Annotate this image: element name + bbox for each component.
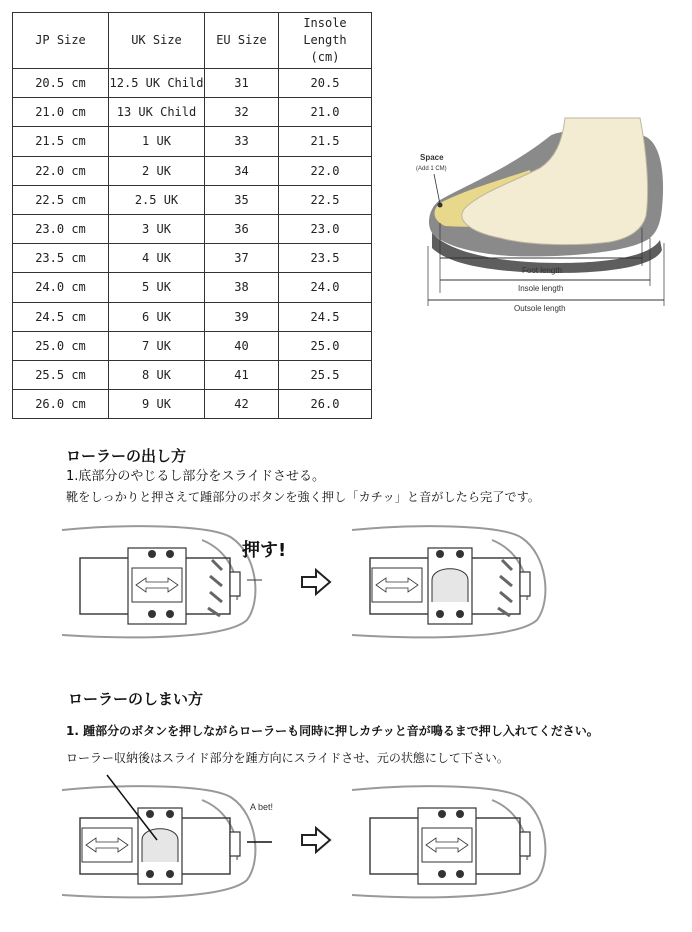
insole-length-cell: 24.5 (279, 302, 372, 331)
uk-size-cell: 12.5 UK Child (109, 69, 205, 98)
uk-size-cell: 13 UK Child (109, 98, 205, 127)
eu-size-cell: 40 (205, 331, 279, 360)
right-arrow-icon (300, 826, 332, 854)
size-table-header-row (13, 13, 372, 69)
size-table-row (13, 244, 372, 273)
jp-size-cell: 25.0 cm (13, 331, 109, 360)
jp-size-cell: 22.0 cm (13, 156, 109, 185)
insole-length-cell: 20.5 (279, 69, 372, 98)
size-table-row (13, 273, 372, 302)
uk-size-cell: 6 UK (109, 302, 205, 331)
uk-size-cell: 7 UK (109, 331, 205, 360)
header-uk-size: UK Size (109, 13, 205, 69)
eu-size-cell: 42 (205, 390, 279, 419)
size-table-row (13, 302, 372, 331)
insole-length-cell: 25.0 (279, 331, 372, 360)
shoe-heel-after-illustration (352, 520, 572, 645)
header-eu-size: EU Size (205, 13, 279, 69)
shoe-heel-store-illustration (62, 770, 282, 905)
header-jp-size: JP Size (13, 13, 109, 69)
eu-size-cell: 38 (205, 273, 279, 302)
insole-length-cell: 22.5 (279, 185, 372, 214)
size-table-row (13, 69, 372, 98)
uk-size-cell: 5 UK (109, 273, 205, 302)
eu-size-cell: 41 (205, 360, 279, 389)
foot-measurement-diagram (410, 108, 680, 323)
uk-size-cell: 9 UK (109, 390, 205, 419)
uk-size-cell: 2 UK (109, 156, 205, 185)
jp-size-cell: 23.5 cm (13, 244, 109, 273)
size-table-row (13, 156, 372, 185)
size-table-row (13, 98, 372, 127)
right-arrow-icon (300, 568, 332, 596)
jp-size-cell: 21.5 cm (13, 127, 109, 156)
jp-size-cell: 23.0 cm (13, 214, 109, 243)
space-pointer-line (434, 174, 440, 204)
uk-size-cell: 3 UK (109, 214, 205, 243)
insole-length-cell: 24.0 (279, 273, 372, 302)
push-label: 押す! (242, 540, 287, 561)
jp-size-cell: 26.0 cm (13, 390, 109, 419)
foot-length-label: Foot length (522, 266, 563, 275)
size-table-row (13, 360, 372, 389)
size-table-row (13, 331, 372, 360)
jp-size-cell: 20.5 cm (13, 69, 109, 98)
store-step-1: 1. 踵部分のボタンを押しながらローラーも同時に押しカチッと音が鳴るまで押し入れてください。 (66, 724, 599, 738)
eu-size-cell: 33 (205, 127, 279, 156)
insole-length-cell: 23.0 (279, 214, 372, 243)
callout-label: A bet! (250, 802, 274, 812)
space-label: Space (420, 153, 444, 162)
eu-size-cell: 35 (205, 185, 279, 214)
size-table-body (13, 69, 372, 419)
uk-size-cell: 8 UK (109, 360, 205, 389)
remove-step-2: 靴をしっかりと押さえて踵部分のボタンを強く押し「カチッ」と音がしたら完了です。 (66, 490, 540, 504)
space-note: (Add 1 CM) (416, 166, 447, 172)
eu-size-cell: 32 (205, 98, 279, 127)
size-table-row (13, 390, 372, 419)
header-insole-length: Insole Length (cm) (279, 13, 372, 69)
size-table-row (13, 185, 372, 214)
eu-size-cell: 36 (205, 214, 279, 243)
insole-length-cell: 21.0 (279, 98, 372, 127)
jp-size-cell: 24.5 cm (13, 302, 109, 331)
jp-size-cell: 25.5 cm (13, 360, 109, 389)
eu-size-cell: 39 (205, 302, 279, 331)
size-chart-table (12, 12, 372, 419)
jp-size-cell: 21.0 cm (13, 98, 109, 127)
space-pointer-dot (438, 203, 443, 208)
size-table-row (13, 127, 372, 156)
jp-size-cell: 22.5 cm (13, 185, 109, 214)
insole-length-cell: 25.5 (279, 360, 372, 389)
jp-size-cell: 24.0 cm (13, 273, 109, 302)
eu-size-cell: 37 (205, 244, 279, 273)
size-table-row (13, 214, 372, 243)
uk-size-cell: 4 UK (109, 244, 205, 273)
outsole-length-label: Outsole length (514, 304, 566, 313)
eu-size-cell: 31 (205, 69, 279, 98)
insole-length-cell: 22.0 (279, 156, 372, 185)
shoe-heel-stored-illustration (352, 770, 572, 905)
remove-step-1: 1.底部分のやじるし部分をスライドさせる。 (66, 469, 326, 484)
insole-length-cell: 26.0 (279, 390, 372, 419)
eu-size-cell: 34 (205, 156, 279, 185)
insole-length-cell: 21.5 (279, 127, 372, 156)
remove-roller-title: ローラーの出し方 (66, 447, 187, 465)
store-step-2: ローラー収納後はスライド部分を踵方向にスライドさせ、元の状態にして下さい。 (66, 751, 509, 765)
uk-size-cell: 1 UK (109, 127, 205, 156)
uk-size-cell: 2.5 UK (109, 185, 205, 214)
store-roller-title: ローラーのしまい方 (68, 690, 204, 708)
insole-length-label: Insole length (518, 284, 564, 293)
insole-length-cell: 23.5 (279, 244, 372, 273)
